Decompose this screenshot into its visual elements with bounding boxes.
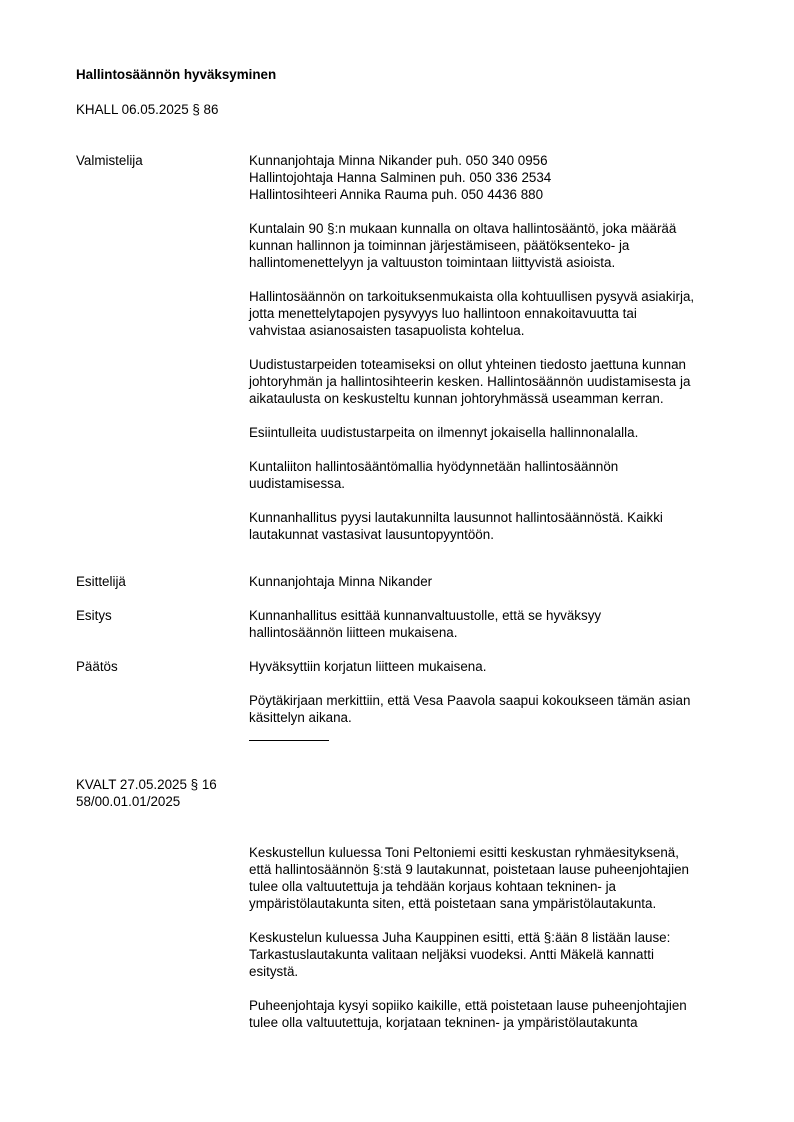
esitys-label: Esitys: [76, 608, 112, 623]
divider-line: [249, 740, 329, 741]
page-title: Hallintosäännön hyväksyminen: [76, 67, 277, 82]
paatos-label: Päätös: [76, 659, 118, 674]
esittelija-text: Kunnanjohtaja Minna Nikander: [249, 574, 433, 589]
valmistelija-content: [249, 152, 749, 560]
paragraph: Keskustellun kuluessa Toni Peltoniemi esitti keskustan ryhmäesityksenä, että hallintosäännön §:stä 9 lautakunnat, poistetaan lause puheenjohtajien tulee olla valtuutettuja ja tehdään korjaus kohtaan tekninen- ja ympäristölautakunta siten, että poistetaan sana ympäristölautakunta.: [249, 845, 690, 911]
paragraph: Keskustelun kuluessa Juha Kauppinen esitti, että §:ään 8 listään lause: Tarkastuslautakunta valitaan neljäksi vuodeksi. Antti Mäkelä kannatti esitystä.: [249, 930, 671, 979]
esittelija-label: Esittelijä: [76, 574, 126, 589]
valmistelija-label: Valmistelija: [76, 153, 143, 168]
khall-reference: KHALL 06.05.2025 § 86: [76, 102, 219, 117]
paragraph: Puheenjohtaja kysyi sopiiko kaikille, että poistetaan lause puheenjohtajien tulee olla valtuutettuja, korjataan tekninen- ja ympäristölautakunta: [249, 998, 687, 1030]
decision-text: Hyväksyttiin korjatun liitteen mukaisena.: [249, 659, 487, 674]
paatos-content: [249, 658, 749, 726]
preparer-contacts: Kunnanjohtaja Minna Nikander puh. 050 340 0956 Hallintojohtaja Hanna Salminen puh. 050 336 2534 Hallintosihteeri Annika Rauma puh. 050 4436 880: [249, 153, 552, 202]
paragraph: Hallintosäännön on tarkoituksenmukaista olla kohtuullisen pysyvä asiakirja, jotta menettelytapojen pysyvyys luo hallintoon ennakoitavuutta tai vahvistaa asianosaisten tasapuolista kohtelua.: [249, 289, 695, 338]
esitys-text: Kunnanhallitus esittää kunnanvaltuustolle, että se hyväksyy hallintosäännön liitteen mukaisena.: [249, 608, 602, 640]
paragraph: Kuntaliiton hallintosääntömallia hyödynnetään hallintosäännön uudistamisessa.: [249, 459, 619, 491]
diary-number: 58/00.01.01/2025: [76, 794, 181, 809]
paragraph: Esiintulleita uudistustarpeita on ilmennyt jokaisella hallinnonalalla.: [249, 425, 639, 440]
kvalt-content: [249, 844, 749, 1048]
kvalt-reference: KVALT 27.05.2025 § 16: [76, 777, 217, 792]
paragraph: Uudistustarpeiden toteamiseksi on ollut yhteinen tiedosto jaettuna kunnan johtoryhmän ja hallintosihteerin kesken. Hallintosäännön uudistamisesta ja aikataulusta on keskusteltu kunnan johtoryhmässä useamman kerran.: [249, 357, 691, 406]
decision-note: Pöytäkirjaan merkittiin, että Vesa Paavola saapui kokoukseen tämän asian käsittelyn aikana.: [249, 693, 691, 725]
paragraph: Kuntalain 90 §:n mukaan kunnalla on oltava hallintosääntö, joka määrää kunnan hallinnon ja toiminnan järjestämiseen, päätöksenteko- ja hallintomenettelyyn ja valtuuston toimintaan liittyvistä asioista.: [249, 221, 677, 270]
paragraph: Kunnanhallitus pyysi lautakunnilta lausunnot hallintosäännöstä. Kaikki lautakunnat vastasivat lausuntopyyntöön.: [249, 510, 663, 542]
